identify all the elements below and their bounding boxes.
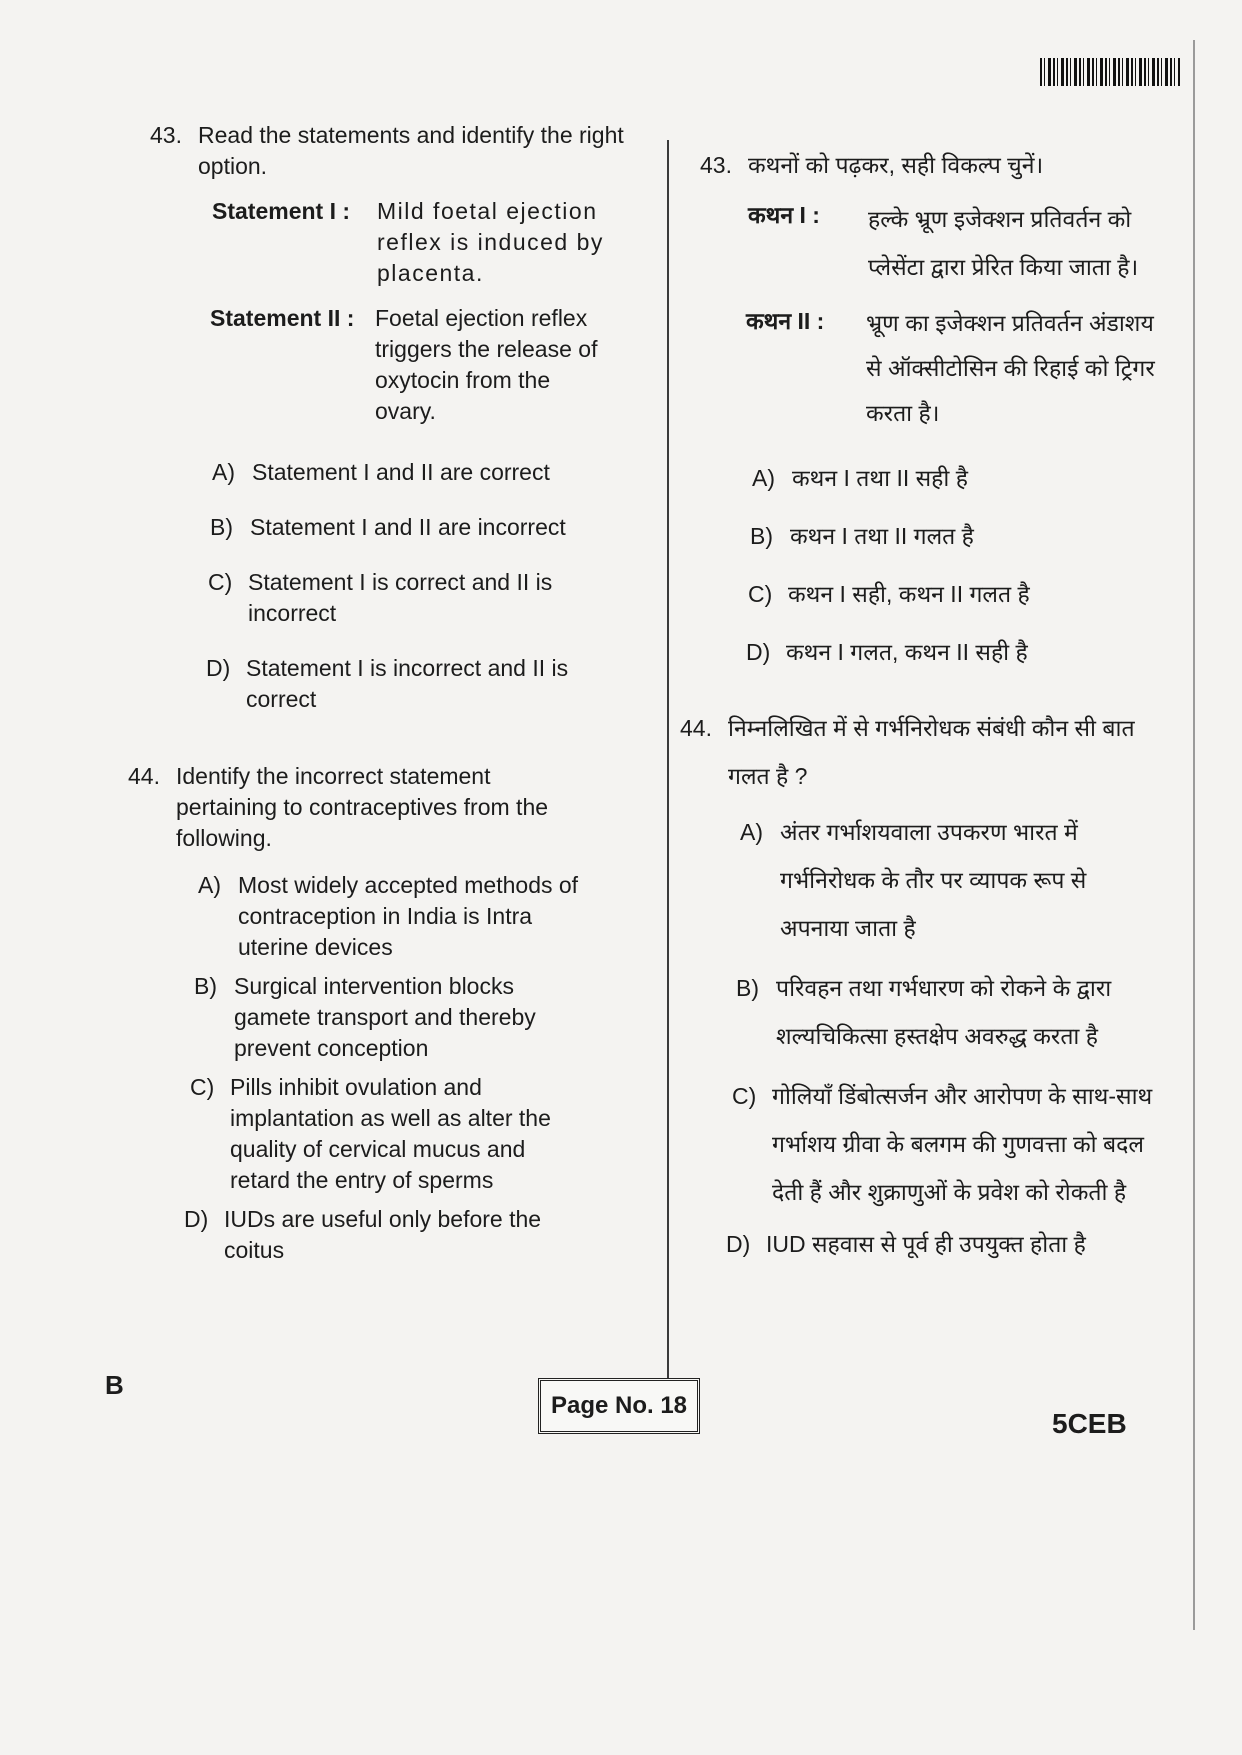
statement-1-en: [212, 196, 650, 289]
option-d: [206, 653, 650, 715]
statement-text: Foetal ejection reflex triggers the release of oxytocin from the ovary.: [375, 305, 598, 424]
option-c: [732, 1072, 1180, 1216]
option-letter: D): [746, 639, 771, 665]
statement-text: हल्के भ्रूण इजेक्शन प्रतिवर्तन को प्लेसेंटा द्वारा प्रेरित किया जाता है।: [868, 206, 1139, 280]
option-b: [750, 512, 1180, 560]
option-letter: D): [726, 1231, 751, 1257]
option-c: [748, 570, 1180, 618]
option-letter: B): [194, 973, 217, 999]
question-text: कथनों को पढ़कर, सही विकल्प चुनें।: [748, 152, 1044, 178]
question-43-en: [150, 120, 650, 182]
statement-label: Statement I :: [212, 198, 351, 224]
hindi-column: [680, 150, 1180, 1268]
statement-label: कथन I :: [748, 202, 820, 228]
option-letter: D): [184, 1206, 209, 1232]
option-d: [746, 628, 1180, 676]
option-letter: A): [752, 465, 775, 491]
column-divider: [667, 140, 669, 1385]
option-text: Pills inhibit ovulation and implantation as well as alter the quality of cervical mucus and retard the entry of sperms: [230, 1074, 551, 1193]
barcode-icon: [1040, 58, 1180, 86]
option-text: गोलियाँ डिंबोत्सर्जन और आरोपण के साथ-साथ गर्भाशय ग्रीवा के बलगम की गुणवत्ता को बदल देती हैं और शुक्राणुओं के प्रवेश को रोकती है: [772, 1083, 1153, 1205]
option-text: IUDs are useful only before the coitus: [224, 1206, 542, 1263]
option-a: [740, 808, 1180, 952]
option-text: Statement I is correct and II is incorrect: [248, 569, 553, 626]
option-b: [210, 512, 650, 543]
page-number-label: Page No. 18: [550, 1392, 688, 1419]
option-b: [194, 971, 650, 1064]
question-text: Read the statements and identify the right option.: [198, 122, 624, 179]
english-column: [128, 120, 650, 1266]
option-letter: C): [748, 581, 773, 607]
option-d: [184, 1204, 650, 1266]
option-text: परिवहन तथा गर्भधारण को रोकने के द्वारा शल्यचिकित्सा हस्तक्षेप अवरुद्ध करता है: [776, 975, 1112, 1049]
option-b: [736, 964, 1180, 1060]
statement-label: Statement II :: [210, 305, 355, 331]
option-letter: C): [732, 1083, 757, 1109]
option-d: [726, 1220, 1180, 1268]
statement-2-en: [210, 303, 650, 427]
option-a: [752, 454, 1180, 502]
option-letter: A): [740, 819, 763, 845]
page-edge-line: [1193, 40, 1195, 1630]
option-text: कथन I तथा II सही है: [792, 465, 968, 491]
question-44-hi: [680, 704, 1180, 800]
option-letter: C): [208, 569, 233, 595]
statement-text: Mild foetal ejection reflex is induced by placenta.: [377, 198, 604, 286]
question-number: 43.: [150, 122, 182, 148]
option-letter: D): [206, 655, 231, 681]
option-a: [198, 870, 650, 963]
option-text: कथन I सही, कथन II गलत है: [788, 581, 1030, 607]
option-letter: A): [198, 872, 221, 898]
option-c: [208, 567, 650, 629]
statement-label: कथन II :: [746, 308, 825, 334]
option-letter: B): [210, 514, 233, 540]
option-text: कथन I गलत, कथन II सही है: [786, 639, 1028, 665]
page-number-box: [538, 1378, 700, 1434]
statement-1-hi: [748, 195, 1180, 291]
question-44-en: [128, 761, 650, 854]
option-letter: B): [736, 975, 759, 1001]
option-text: अंतर गर्भाशयवाला उपकरण भारत में गर्भनिरोधक के तौर पर व्यापक रूप से अपनाया जाता है: [780, 819, 1087, 941]
option-text: IUD सहवास से पूर्व ही उपयुक्त होता है: [766, 1231, 1086, 1257]
option-a: [212, 457, 650, 488]
option-text: Surgical intervention blocks gamete transport and thereby prevent conception: [234, 973, 536, 1061]
question-number: 44.: [680, 715, 712, 741]
booklet-code: 5CEB: [1052, 1408, 1127, 1439]
question-number: 44.: [128, 763, 160, 789]
question-number: 43.: [700, 152, 732, 178]
option-text: Statement I is incorrect and II is correct: [246, 655, 569, 712]
option-text: Statement I and II are incorrect: [250, 514, 566, 540]
option-text: Statement I and II are correct: [252, 459, 550, 485]
statement-text: भ्रूण का इजेक्शन प्रतिवर्तन अंडाशय से ऑक्सीटोसिन की रिहाई को ट्रिगर करता है।: [866, 310, 1155, 426]
question-text: Identify the incorrect statement pertaining to contraceptives from the following.: [176, 763, 549, 851]
set-letter: B: [105, 1370, 124, 1400]
option-text: Most widely accepted methods of contraception in India is Intra uterine devices: [238, 872, 579, 960]
question-43-hi: [700, 150, 1180, 181]
option-c: [190, 1072, 650, 1196]
option-text: कथन I तथा II गलत है: [790, 523, 974, 549]
option-letter: A): [212, 459, 235, 485]
statement-2-hi: [746, 301, 1180, 436]
option-letter: B): [750, 523, 773, 549]
option-letter: C): [190, 1074, 215, 1100]
question-text: निम्नलिखित में से गर्भनिरोधक संबंधी कौन सी बात गलत है ?: [728, 715, 1135, 789]
